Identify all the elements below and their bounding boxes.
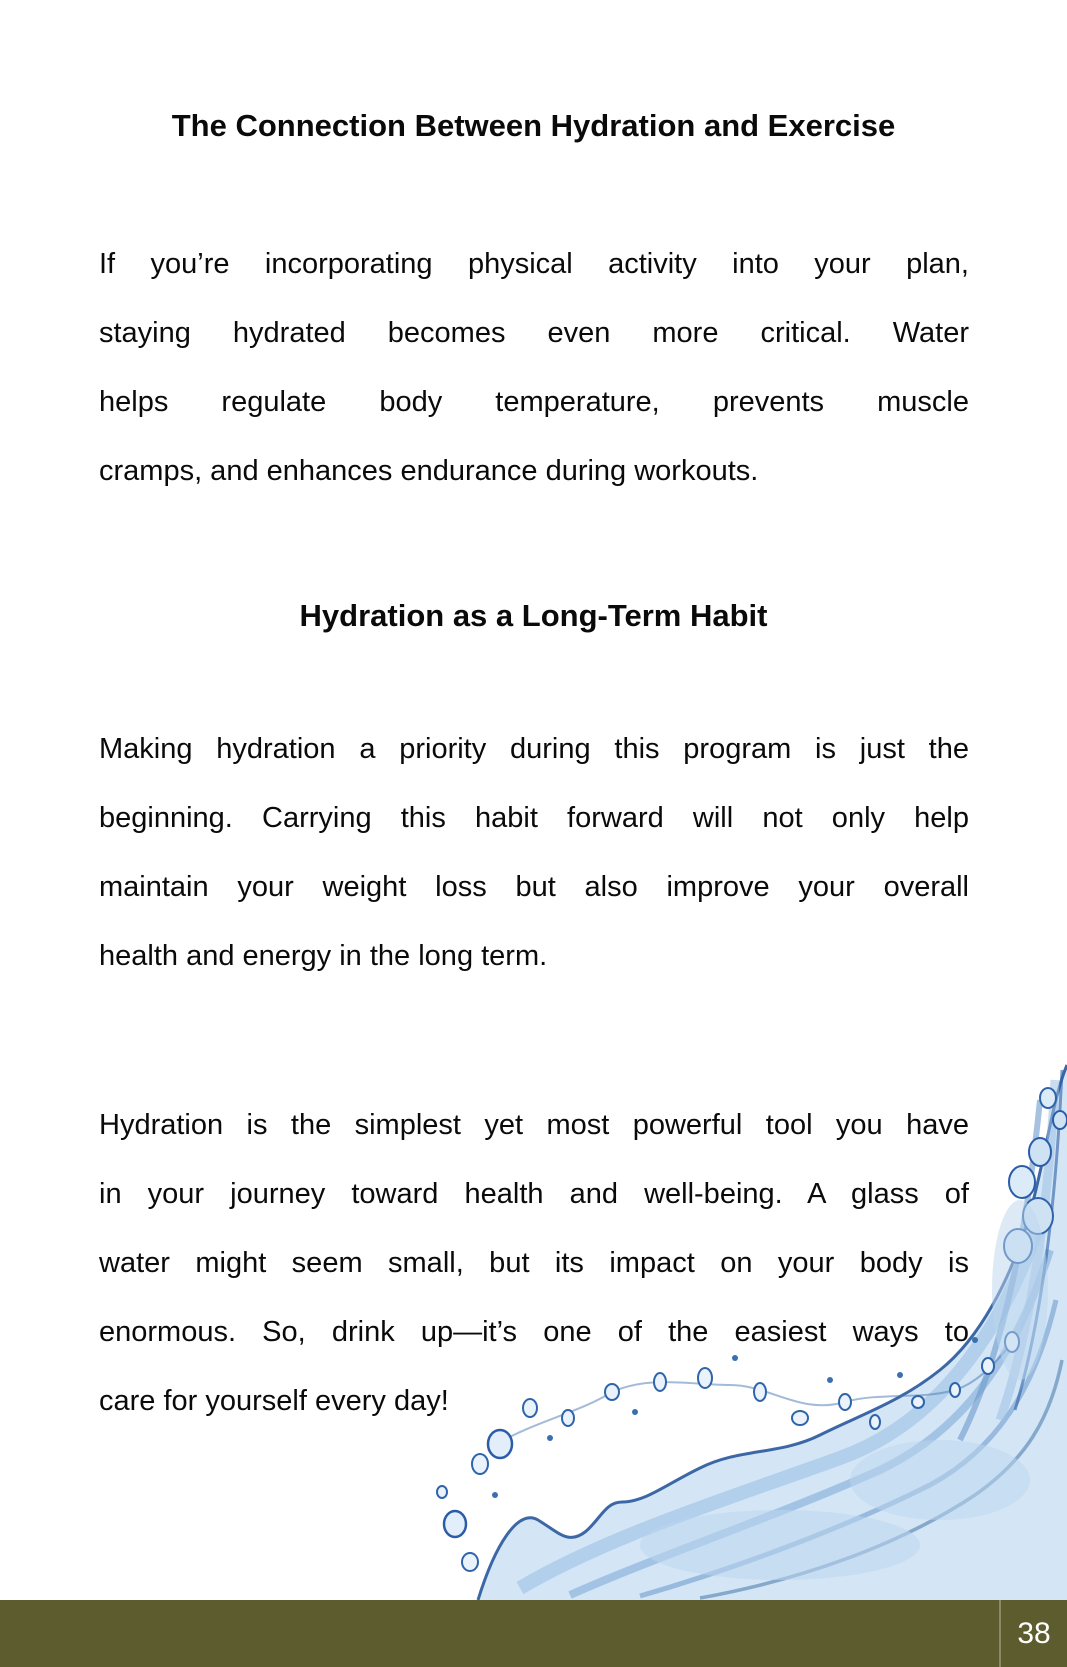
text-line: staying hydrated becomes even more critical. Water — [99, 317, 969, 349]
footer-bar — [0, 1600, 1067, 1667]
paragraph-long-term-habit — [99, 715, 969, 991]
text-line: maintain your weight loss but also improve your overall — [99, 871, 969, 903]
text-line: helps regulate body temperature, prevents muscle — [99, 386, 969, 418]
page-number: 38 — [1017, 1616, 1051, 1650]
text-line: If you’re incorporating physical activity into your plan, — [99, 248, 969, 280]
text-line: care for yourself every day! — [99, 1385, 449, 1417]
text-line: health and energy in the long term. — [99, 940, 548, 972]
page-number-cell — [1001, 1600, 1067, 1667]
paragraph-hydration-exercise — [99, 230, 969, 506]
text-line: enormous. So, drink up—it’s one of the easiest ways to — [99, 1316, 969, 1348]
text-line: beginning. Carrying this habit forward will not only help — [99, 802, 969, 834]
text-line: in your journey toward health and well-being. A glass of — [99, 1178, 969, 1210]
text-line: Making hydration a priority during this program is just the — [99, 733, 969, 765]
text-line: cramps, and enhances endurance during workouts. — [99, 455, 759, 487]
text-line: Hydration is the simplest yet most powerful tool you have — [99, 1109, 969, 1141]
section-heading-long-term-habit: Hydration as a Long-Term Habit — [299, 598, 768, 633]
section-heading-hydration-exercise: The Connection Between Hydration and Exercise — [171, 108, 896, 143]
text-line: water might seem small, but its impact on your body is — [99, 1247, 969, 1279]
water-splash-image — [400, 1040, 1067, 1600]
